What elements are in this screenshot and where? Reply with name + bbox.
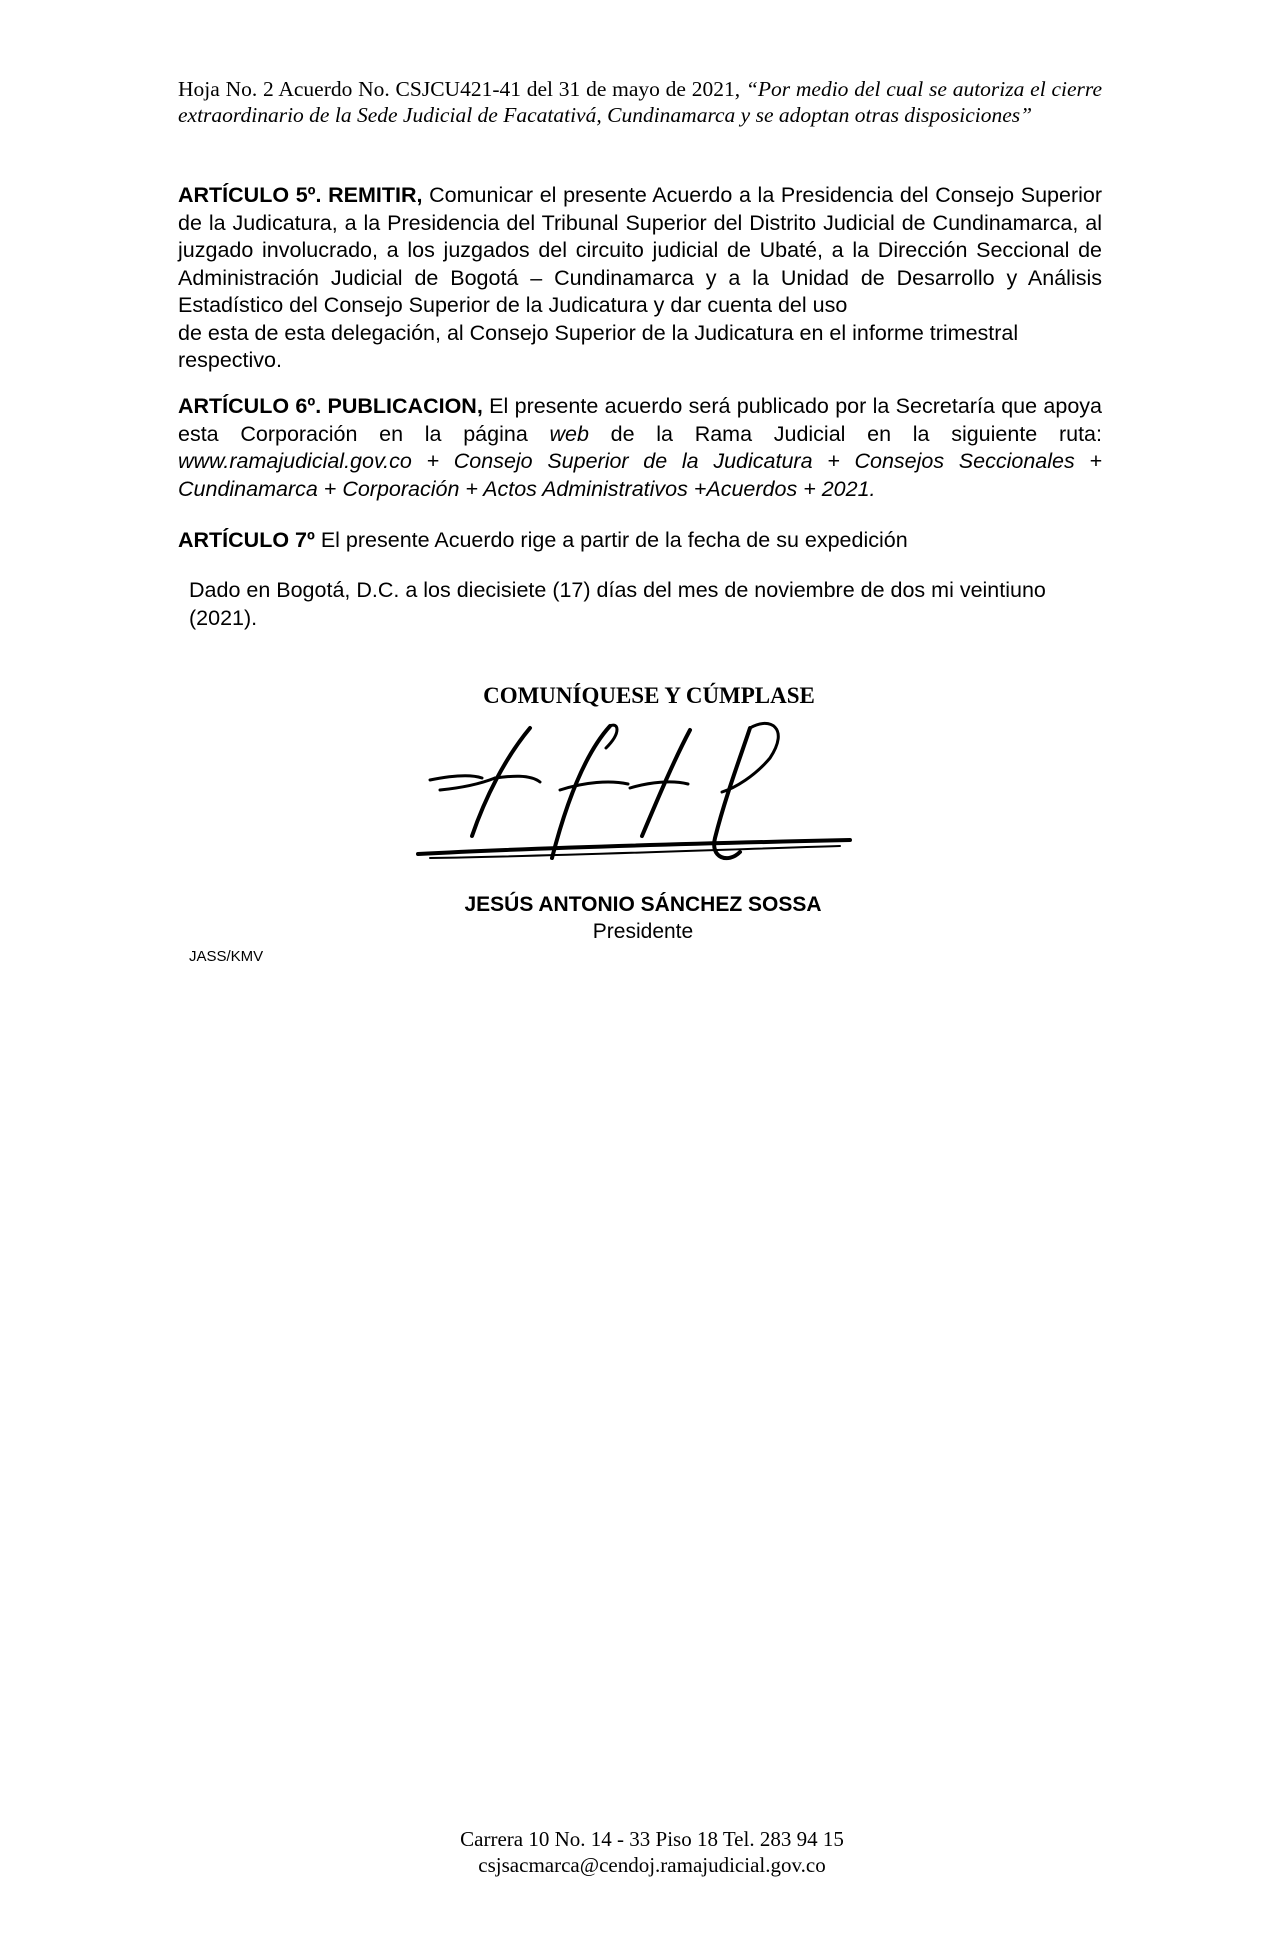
page-footer: [0, 1826, 1276, 1878]
article-6-body-pre: El presente acuerdo será publicado por la Secretaría que apoya esta Corporación en la página: [178, 394, 1102, 446]
footer-address: Carrera 10 No. 14 - 33 Piso 18 Tel. 283 94 15: [460, 1827, 844, 1851]
article-7-body: El presente Acuerdo rige a partir de la fecha de su expedición: [314, 528, 908, 552]
article-6-body-post: de la Rama Judicial en la siguiente ruta:: [588, 421, 1102, 446]
closing-formula: COMUNÍQUESE Y CÚMPLASE: [483, 683, 815, 708]
signer-role: Presidente: [592, 920, 694, 943]
header-reference: Hoja No. 2 Acuerdo No. CSJCU421-41 del 31 de mayo de 2021,: [178, 77, 746, 101]
article-6-web-word: web: [549, 421, 589, 446]
header-title-quote: “Por medio del cual se autoriza el cierre extraordinario de la Sede Judicial de Facatativá, Cundinamarca y se adoptan otras disposiciones”: [178, 77, 1102, 127]
article-7: [178, 527, 1102, 555]
signature-image: [410, 718, 870, 870]
article-7-title: ARTÍCULO 7º: [178, 528, 315, 552]
article-5-body-tail: de esta de esta delegación, al Consejo Superior de la Judicatura en el informe trimestral respectivo.: [178, 320, 1019, 372]
given-statement: Dado en Bogotá, D.C. a los diecisiete (17) días del mes de noviembre de dos mi veintiuno (2021).: [189, 578, 1046, 630]
article-6-route: www.ramajudicial.gov.co + Consejo Superior de la Judicatura + Consejos Seccionales + Cundinamarca + Corporación + Actos Administrativos +Acuerdos + 2021.: [178, 449, 1102, 501]
article-6: [178, 393, 1102, 503]
article-5-title: ARTÍCULO 5º. REMITIR,: [178, 183, 423, 207]
article-6-title: ARTÍCULO 6º. PUBLICACION,: [178, 394, 483, 418]
drafter-initials: JASS/KMV: [189, 948, 264, 965]
footer-email: csjsacmarca@cendoj.ramajudicial.gov.co: [478, 1853, 826, 1877]
page-header: [178, 76, 1102, 128]
article-5-body: Comunicar el presente Acuerdo a la Presidencia del Consejo Superior de la Judicatura, a la Presidencia del Tribunal Superior del Distrito Judicial de Cundinamarca, al juzgado involucrado, a los juzgados del circuito judicial de Ubaté, a la Dirección Seccional de Administración Judicial de Bogotá – Cundinamarca y a la Unidad de Desarrollo y Análisis Estadístico del Consejo Superior de la Judicatura y dar cuenta del uso: [178, 183, 1103, 317]
article-5: [178, 182, 1102, 375]
signer-name: JESÚS ANTONIO SÁNCHEZ SOSSA: [464, 893, 822, 916]
